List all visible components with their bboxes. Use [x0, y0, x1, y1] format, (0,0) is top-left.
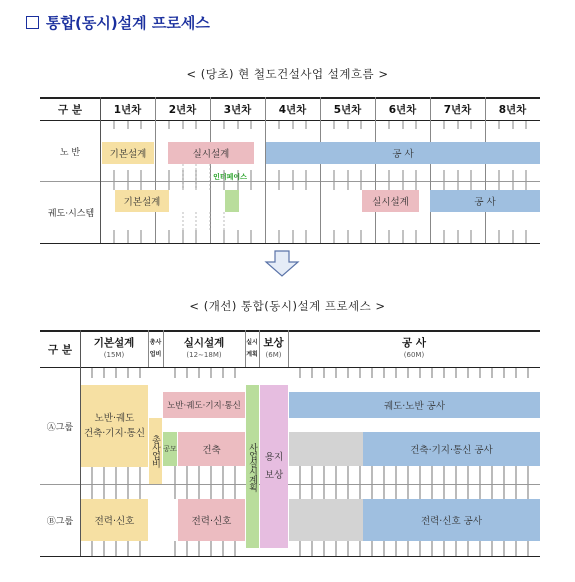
chart2-col-construction-duration: (60M)	[403, 351, 425, 359]
chart1-col-year6: 6년차	[388, 103, 417, 116]
chart1-col-year5: 5년차	[333, 103, 362, 116]
chart2-a-construction-bottom-bar: 건축·기지·통신 공사	[363, 432, 540, 466]
chart2-col-basic-duration: (15M)	[103, 351, 125, 359]
page-title: 통합(동시)설계 프로세스	[26, 12, 210, 33]
chart2-col-gubun: 구 분	[48, 343, 72, 356]
chart1-bar-track-detail-design: 실시설계	[362, 190, 419, 212]
chart2-subtitle: < (개선) 통합(동시)설계 프로세스 >	[189, 299, 386, 313]
chart2-group-a-label: Ⓐ그룹	[46, 422, 74, 433]
chart2-col-basic: 기본설계	[93, 336, 135, 349]
chart1-bar-track-construction: 공 사	[430, 190, 540, 212]
chart2-b-construction-bar: 전력·신호 공사	[363, 499, 540, 541]
chart2-a-construction-gap	[289, 432, 363, 466]
chart2-a-basic-design-bar: 노반·궤도 건축·기지·통신	[81, 385, 148, 467]
chart1-bar-basic-design: 기본설계	[102, 142, 154, 164]
chart2-group-b-label: Ⓑ그룹	[46, 517, 74, 527]
chart1-subtitle: < (당초) 현 철도건설사업 설계흐름 >	[186, 67, 389, 81]
chart2-land-compensation-bar: 용지 보상	[260, 385, 288, 548]
chart2-total-cost-bar: 총사업비	[149, 418, 162, 484]
chart1-col-year8: 8년차	[498, 103, 527, 116]
chart1-col-year3: 3년차	[223, 103, 252, 116]
chart2-a-architecture-bar: 건축	[178, 432, 245, 466]
chart1-bar-track-basic-design: 기본설계	[115, 190, 169, 212]
chart2-col-construction: 공 사	[402, 336, 426, 349]
chart1-row-label-roadbed: 노 반	[59, 147, 81, 158]
chart2-b-construction-gap	[289, 499, 363, 541]
chart2-a-competition-bar: 공모	[163, 432, 177, 466]
chart2-col-compensation: 보상	[263, 336, 284, 349]
chart1-col-year4: 4년차	[278, 103, 307, 116]
chart1-col-year7: 7년차	[443, 103, 472, 116]
chart1-col-year2: 2년차	[168, 103, 197, 116]
chart2-a-construction-top-bar: 궤도·노반 공사	[289, 392, 540, 418]
chart2-col-detail: 실시설계	[183, 336, 225, 349]
chart1-row-label-track: 궤도·시스템	[47, 209, 95, 219]
chart1-col-year1: 1년차	[113, 103, 142, 116]
chart1-bar-construction: 공 사	[266, 142, 540, 164]
chart2-col-plan-a: 실시	[246, 338, 258, 346]
chart2-col-plan-b: 계획	[246, 350, 258, 358]
chart2-b-basic-design-bar: 전력·신호	[81, 499, 148, 541]
chart2-col-compensation-duration: (6M)	[265, 351, 282, 359]
chart1-interface-label: 인터페이스	[213, 173, 247, 181]
chart2-col-total-cost-b: 업비	[149, 350, 162, 358]
chart2-plan-bar: 사업실시계획	[246, 385, 259, 548]
chart2-col-total-cost-a: 총사	[149, 338, 162, 346]
chart1-col-gubun: 구 분	[58, 103, 82, 116]
chart2-b-detail-design-bar: 전력·신호	[178, 499, 245, 541]
chart2-col-detail-duration: (12∼18M)	[186, 351, 222, 359]
chart2-a-detail-design-top-bar: 노반·궤도·기지·통신	[163, 392, 245, 418]
chart1-bar-detail-design: 실시설계	[168, 142, 254, 164]
